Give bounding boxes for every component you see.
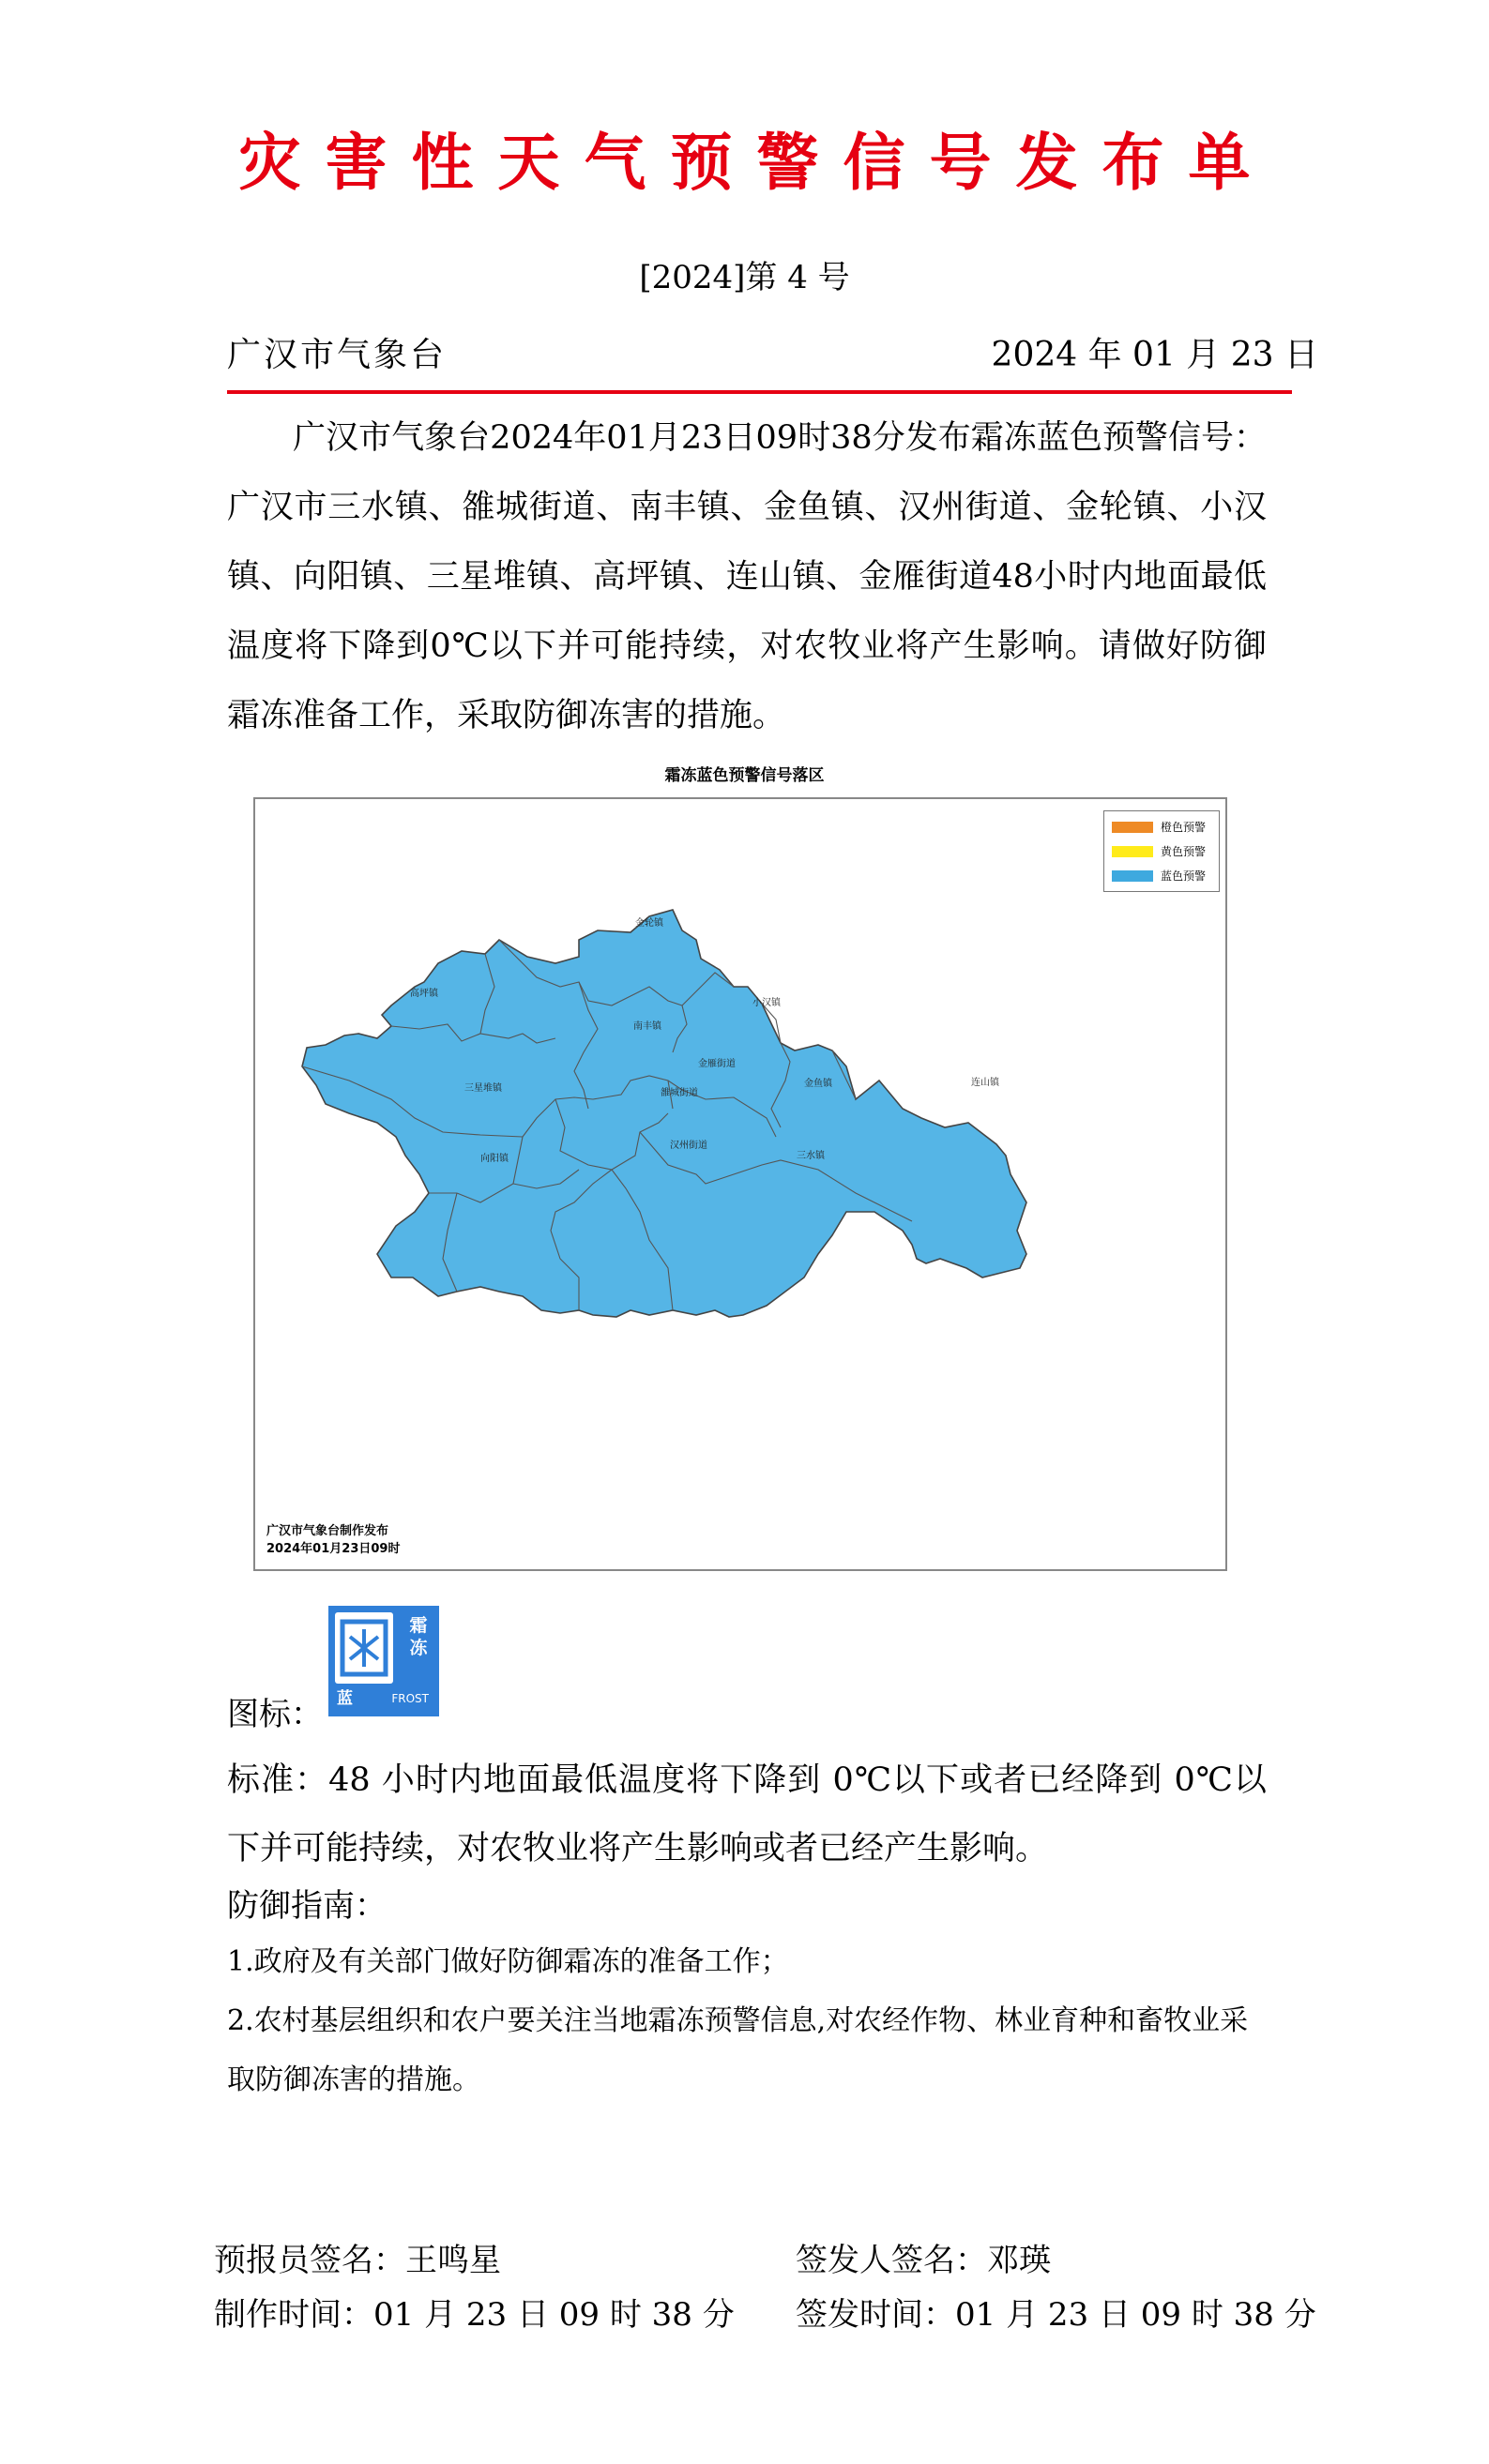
town-label: 小汉镇	[752, 998, 781, 1008]
region-outline	[302, 910, 1026, 1317]
map-svg	[255, 799, 1225, 1569]
issue-date: 2024 年 01 月 23 日	[991, 336, 1318, 374]
town-label: 向阳镇	[480, 1154, 509, 1164]
town-label: 连山镇	[971, 1078, 999, 1088]
guide-item: 1.政府及有关部门做好防御霜冻的准备工作；	[227, 1945, 789, 1978]
header-divider	[227, 390, 1292, 394]
icon-label: 图标：	[227, 1696, 323, 1733]
icon-en-text: FROST	[391, 1692, 429, 1705]
made-time: 制作时间：01 月 23 日 09 时 38 分	[214, 2296, 735, 2334]
warning-paragraph: 广汉市气象台2024年01月23日09时38分发布霜冻蓝色预警信号：广汉市三水镇、雒城街道、南丰镇、金鱼镇、汉州街道、金轮镇、小汉镇、向阳镇、三星堆镇、高坪镇、连山镇、金雁街道48小时内地面最低温度将下降到0℃以下并可能持续，对农牧业将产生影响。请做好防御霜冻准备工作，采取防御冻害的措施。	[227, 419, 1267, 734]
warning-area-map	[253, 797, 1227, 1571]
forecaster-signature: 预报员签名：王鸣星	[214, 2242, 501, 2279]
guide-item: 2.农村基层组织和农户要关注当地霜冻预警信息,对农经作物、林业育种和畜牧业采取防御冻害的措施。	[227, 2004, 1249, 2096]
guide-list	[227, 1932, 1267, 2109]
legend-label: 黄色预警	[1161, 845, 1207, 858]
legend-label: 橙色预警	[1161, 821, 1207, 834]
legend-swatch	[1112, 822, 1153, 833]
sign-time: 签发时间：01 月 23 日 09 时 38 分	[796, 2296, 1316, 2334]
town-label: 汉州街道	[670, 1141, 707, 1151]
town-label: 三水镇	[797, 1151, 825, 1161]
legend-item-yellow	[1112, 843, 1211, 859]
legend-swatch	[1112, 870, 1153, 882]
map-legend	[1103, 810, 1220, 892]
town-label: 雒城街道	[661, 1088, 698, 1098]
map-credit-line1: 广汉市气象台制作发布	[266, 1524, 389, 1538]
frost-blue-warning-icon	[328, 1606, 439, 1716]
map-credit	[266, 1522, 400, 1558]
legend-item-orange	[1112, 819, 1211, 835]
legend-item-blue	[1112, 868, 1211, 884]
town-label: 金鱼镇	[804, 1079, 832, 1089]
signer-signature: 签发人签名：邓瑛	[796, 2242, 1051, 2279]
town-label: 金雁街道	[698, 1059, 736, 1069]
legend-swatch	[1112, 846, 1153, 857]
town-label: 南丰镇	[633, 1021, 661, 1032]
map-title: 霜冻蓝色预警信号落区	[664, 766, 825, 785]
document-number: [2024]第 4 号	[639, 259, 850, 296]
legend-label: 蓝色预警	[1161, 869, 1207, 883]
issuer-name: 广汉市气象台	[227, 336, 448, 374]
town-label: 三星堆镇	[464, 1083, 502, 1094]
town-label: 金轮镇	[635, 918, 663, 929]
guide-title: 防御指南：	[227, 1887, 387, 1925]
page-title: 灾害性天气预警信号发布单	[238, 126, 1275, 199]
icon-level-text: 蓝	[337, 1689, 353, 1708]
frost-pictogram-icon	[335, 1612, 393, 1684]
icon-cn-text: 霜冻	[409, 1615, 428, 1658]
town-label: 高坪镇	[410, 989, 438, 999]
standard-text: 标准：48 小时内地面最低温度将下降到 0℃以下或者已经降到 0℃以下并可能持续，对农牧业将产生影响或者已经产生影响。	[227, 1761, 1267, 1867]
map-credit-line2: 2024年01月23日09时	[266, 1542, 401, 1556]
